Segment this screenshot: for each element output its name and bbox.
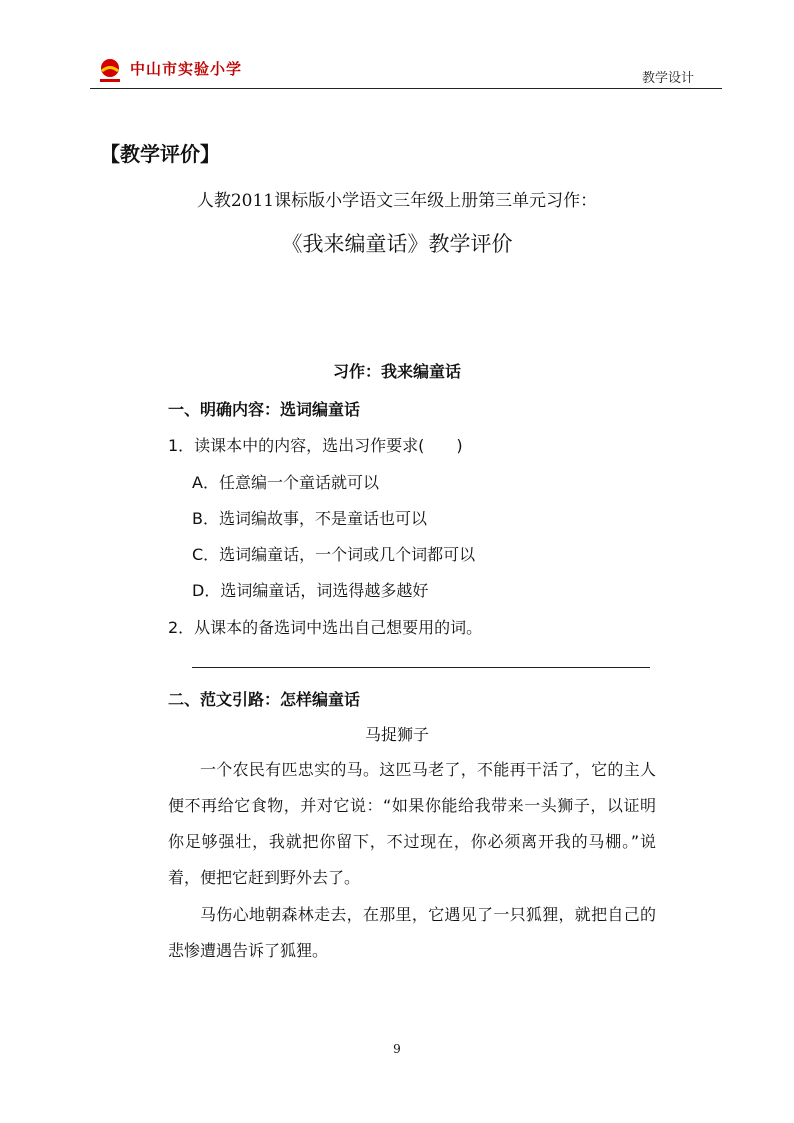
option-a: A．任意编一个童话就可以 bbox=[192, 473, 379, 492]
option-c: C．选词编童话，一个词或几个词都可以 bbox=[192, 545, 476, 564]
question-1: 1．读课本中的内容，选出习作要求( ) bbox=[168, 436, 463, 455]
story-paragraph-2: 马伤心地朝森林走去，在那里，它遇见了一只狐狸，就把自己的悲惨遭遇告诉了狐狸。 bbox=[168, 905, 656, 960]
part1-heading: 一、明确内容：选词编童话 bbox=[168, 400, 361, 419]
document-subtitle: 人教2011课标版小学语文三年级上册第三单元习作： bbox=[196, 191, 598, 211]
part2-heading: 二、范文引路：怎样编童话 bbox=[168, 690, 361, 709]
section-tag: 【教学评价】 bbox=[100, 142, 220, 166]
option-b: B．选词编故事，不是童话也可以 bbox=[192, 509, 427, 528]
story-title: 马捉狮子 bbox=[364, 725, 429, 744]
answer-blank-line bbox=[192, 667, 650, 668]
school-name: 中山市实验小学 bbox=[130, 60, 243, 78]
exercise-title: 习作：我来编童话 bbox=[332, 362, 461, 381]
question-2: 2．从课本的备选词中选出自己想要用的词。 bbox=[168, 618, 483, 637]
document-title: 《我来编童话》教学评价 bbox=[281, 232, 513, 256]
option-d: D．选词编童话，词选得越多越好 bbox=[192, 581, 429, 600]
page-number: 9 bbox=[393, 1042, 401, 1056]
school-logo-icon bbox=[96, 56, 124, 84]
document-type-label: 教学设计 bbox=[642, 71, 695, 86]
header-divider bbox=[90, 88, 722, 89]
story-paragraph-1: 一个农民有匹忠实的马。这匹马老了，不能再干活了，它的主人便不再给它食物，并对它说：“如果你能给我带来一头狮子，以证明你足够强壮，我就把你留下，不过现在，你必须离开我的马棚。”说着，便把它赶到野外去了。 bbox=[168, 760, 656, 887]
